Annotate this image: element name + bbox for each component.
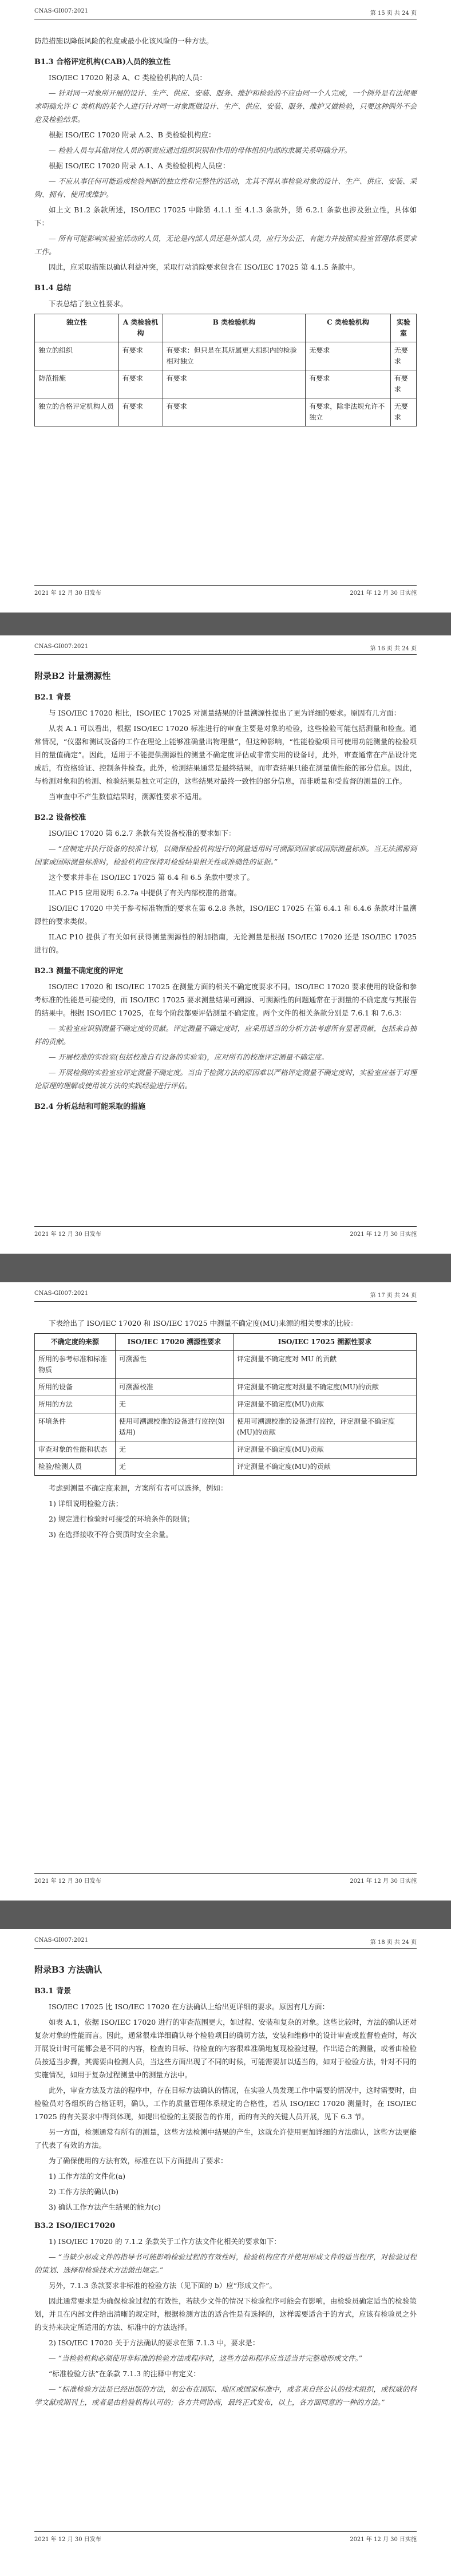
footer-effective-date: 2021 年 12 月 30 日实施: [350, 590, 417, 596]
table-cell: 所用的设备: [35, 1379, 116, 1396]
table-cell: 检验/检测人员: [35, 1459, 116, 1476]
section-heading: B3.2 ISO/IEC17020: [34, 2222, 116, 2230]
quoted-requirement: — 不应从事任何可能造成检验判断的独立性和完整性的活动，尤其不得从事检验对象的设计、生产、供应、安装、采购、拥有、使用或维护。: [34, 177, 417, 199]
list-item: 3) 在选择接收不符合资质时安全余量。: [49, 1530, 173, 1539]
section-heading: B1.4 总结: [34, 284, 72, 293]
table-header-row: [35, 1334, 417, 1351]
list-item: 2) 规定进行检验时可接受的环境条件的限值；: [49, 1515, 195, 1523]
table-row: [35, 1441, 417, 1459]
quoted-requirement: — 实验室应识别测量不确定度的贡献。评定测量不确定度时，应采用适当的分析方法考虑所有显著贡献，包括来自抽样的贡献。: [34, 1024, 417, 1046]
page-footer: [34, 2531, 417, 2543]
page-17: [0, 1282, 451, 1901]
table-intro: 下表总结了独立性要求。: [49, 299, 128, 308]
table-header-cell: C 类检验机构: [306, 314, 390, 342]
section-heading: B2.1 背景: [34, 693, 72, 702]
body-paragraph: 根据 ISO/IEC 17020 附录 A.1、A 类检验机构人员应：: [49, 161, 230, 170]
table-cell: 有要求: [163, 370, 306, 398]
page-footer: [34, 1226, 417, 1238]
body-paragraph: ILAC P10 提供了有关如何获得测量溯源性的附加指南，无论测量是根据 ISO/IEC 17020 还是 ISO/IEC 17025 进行的。: [34, 933, 417, 954]
table-cell: 可溯源校准: [115, 1379, 233, 1396]
page-15: [0, 0, 451, 613]
table-row: [35, 1351, 417, 1379]
table-cell: 独立的合格评定机构人员: [35, 398, 119, 426]
table-cell: 评定测量不确定度(MU)贡献: [233, 1396, 416, 1413]
table-header-cell: 独立性: [35, 314, 119, 342]
section-heading: B2.2 设备校准: [34, 813, 86, 822]
body-paragraph: 此外，审查方法及方法的程序中，存在目标方法确认的情况，在实验人员发现工作中需要的情况中，这时需要时，由检验员对各组织的合格证明，确认，工作的质量管理体系规定的合格性，若从 ISO/IEC 17020 测量时，在 ISO/IEC 17025 的有关要求中得到体现，如提出检验的主要报告的作用，而的有关的关键人员开展，见下 6.3 节。: [34, 2086, 417, 2121]
quoted-requirement: — 针对同一对象所开展的设计、生产、供应、安装、服务、维护和检验的不应由同一个人完成，一个例外是有法规要求明确允许 C 类机构的某个人进行针对同一对象既做设计、生产、供应、安装、服务、维护又做检验，只要这种例外不会危及检验结果。: [34, 89, 417, 124]
page-header: [34, 1282, 417, 1302]
table-cell: 使用可溯源校准的设备进行监控(如适用): [115, 1413, 233, 1441]
page-header: [34, 0, 417, 19]
table-cell: 有要求: [118, 398, 163, 426]
header-doc-id: CNAS-GI007:2021: [34, 8, 89, 14]
quoted-requirement: — 所有可能影响实验室活动的人员，无论是内部人员还是外部人员，应行为公正、有能力并按照实验室管理体系要求工作。: [34, 234, 417, 256]
header-page-number: 第 15 页 共 24 页: [370, 10, 417, 17]
uncertainty-source-table: [34, 1333, 417, 1476]
table-cell: 无: [115, 1441, 233, 1459]
header-page-number: 第 17 页 共 24 页: [370, 1293, 417, 1299]
table-cell: 评定测量不确定度(MU)的贡献: [233, 1459, 416, 1476]
body-paragraph: 为了确保使用的方法有效，标准在以下方面提出了要求：: [49, 2156, 228, 2165]
table-cell: 有要求: [118, 342, 163, 370]
page-18: [0, 1929, 451, 2576]
table-row: [35, 1396, 417, 1413]
header-page-number: 第 16 页 共 24 页: [370, 646, 417, 652]
table-row: [35, 342, 417, 370]
table-cell: 有要求: [118, 370, 163, 398]
table-cell: 有要求: [390, 370, 416, 398]
quoted-requirement: — 检验人员与其他岗位人员的职责应通过组织识别和作用的母体组织内部的隶属关系明确分开。: [49, 146, 351, 155]
body-paragraph: ISO/IEC 17020 和 ISO/IEC 17025 在测量方面的相关不确定度要求不同。ISO/IEC 17020 要求使用的设备和参考标准的性能是可接受的，而 ISO/IEC 17025 要求测量结果可溯源、可溯源性的问题通常在于测量的不确定度与其报告的结果中。根据 ISO/IEC 17025，在每个阶段都要评估测量不确定度。两个文件的相关条款分别是 7.6.1 和 7.6.3：: [34, 982, 417, 1017]
header-doc-id: CNAS-GI007:2021: [34, 1290, 89, 1297]
quoted-requirement: — “当检验机构必须使用非标准的检验方法或程序时，这些方法和程序应当适当并完整地形成文件。”: [49, 2354, 363, 2362]
quoted-requirement: — “应制定并执行设备的校准计划，以确保检验机构进行的测量适用时可溯源到国家或国际测量标准。当无法溯源到国家或国际测量标准时，检验机构应保持对检验结果相关性或准确性的证据。”: [34, 844, 417, 866]
quoted-requirement: — “当缺少形成文件的指导书可能影响检验过程的有效性时，检验机构应有并使用形成文件的适当程序，对检验过程的策划、选择和检验技术方法做出规定。”: [34, 2253, 417, 2274]
quoted-requirement: — “标准检验方法是已经出版的方法，如公布在国际、地区或国家标准中，或者来自经公认的技术组织，或权威的科学文献或期刊上，或者是由检验机构认可的；各方共同协商，最终正式发布，以上，各方面同意的一种的方法。”: [34, 2385, 417, 2407]
page-footer: [34, 585, 417, 596]
table-cell: 无: [115, 1396, 233, 1413]
table-cell: 有要求，除非法规允许不独立: [306, 398, 390, 426]
table-cell: 无要求: [390, 342, 416, 370]
section-heading: B3.1 背景: [34, 1987, 72, 1996]
table-row: [35, 370, 417, 398]
body-paragraph: 因此，应采取措施以确认利益冲突，采取行动消除要求包含在 ISO/IEC 17025 第 4.1.5 条款中。: [49, 263, 360, 271]
quoted-requirement: — 开展检测的实验室应评定测量不确定度。当由于检测方法的原因难以严格评定测量不确定度时，实验室应基于对理论原理的理解或使用该方法的实践经验进行评估。: [34, 1068, 417, 1090]
appendix-title: 附录B3 方法确认: [34, 1965, 102, 1975]
table-header-cell: ISO/IEC 17025 溯源性要求: [233, 1334, 416, 1351]
table-cell: 审查对象的性能和状态: [35, 1441, 116, 1459]
body-paragraph: “标准检验方法”在条款 7.1.3 的注释中有定义：: [49, 2369, 201, 2378]
appendix-title: 附录B2 计量溯源性: [34, 671, 111, 681]
table-cell: 可溯源性: [115, 1351, 233, 1379]
body-paragraph: ISO/IEC 17020 第 6.2.7 条款有关设备校准的要求如下：: [49, 829, 236, 837]
body-paragraph: ISO/IEC 17020 附录 A、C 类检验机构的人员：: [49, 73, 207, 82]
body-paragraph: 这个要求并非在 ISO/IEC 17025 第 6.4 和 6.5 条款中要求了。: [49, 873, 254, 882]
table-header-cell: 不确定度的来源: [35, 1334, 116, 1351]
body-paragraph: 考虑到测量不确定度来源，方案所有者可以选择，例如：: [49, 1484, 228, 1492]
table-cell: 防范措施: [35, 370, 119, 398]
page-footer: [34, 1873, 417, 1884]
table-header-cell: A 类检验机构: [118, 314, 163, 342]
body-paragraph: 2) ISO/IEC 17020 关于方法确认的要求在第 7.1.3 中，要求是：: [49, 2338, 260, 2347]
table-cell: 评定测量不确定度对测量不确定度(MU)的贡献: [233, 1379, 416, 1396]
body-paragraph: 另外，7.1.3 条款要求非标准的检验方法（见下面的 b）应“形成文件”。: [49, 2281, 277, 2290]
body-paragraph: 与 ISO/IEC 17020 相比，ISO/IEC 17025 对测量结果的计量溯源性提出了更为详细的要求。原因有几方面：: [49, 709, 401, 717]
body-paragraph: 从表 A.1 可以看出，根据 ISO/IEC 17020 标准进行的审查主要是对象的检验，这些检验可能包括测量和检查。通常情况，“仪器和测试设备的工作在理论上能够准确量出物理量”，但这种影响，“性能检验项目可使用功能测量的检验项目的量值确定”。因此，适用于不能提供溯源性的测量不确定度评估或非常实用的设备时，此外，审查通常在产品设计完成后，有资格验证、控制条件检查。此外，检测结果通常是最终结果，而审查结果只能在测量值性能的部分信息。因此，与检测对象和的检测、检验结果是独立可定的，这些结果对最终一致性的部分信息，而非质量和受监督的测量的工作。: [34, 724, 417, 785]
list-item: 1) 详细说明检验方法；: [49, 1499, 123, 1508]
table-cell: 评定测量不确定度对 MU 的贡献: [233, 1351, 416, 1379]
page-16: [0, 635, 451, 1254]
table-cell: 无要求: [390, 398, 416, 426]
body-paragraph: ISO/IEC 17025 比 ISO/IEC 17020 在方法确认上给出更详细的要求。原因有几方面：: [49, 2002, 330, 2011]
table-header-cell: 实验室: [390, 314, 416, 342]
table-cell: 评定测量不确定度(MU)贡献: [233, 1441, 416, 1459]
footer-publish-date: 2021 年 12 月 30 日发布: [34, 590, 101, 596]
body-paragraph: 防范措施以降低风险的程度或最小化该风险的一种方法。: [34, 37, 213, 45]
footer-publish-date: 2021 年 12 月 30 日发布: [34, 1231, 101, 1238]
page-header: [34, 635, 417, 655]
list-item: 3) 确认工作方法产生结果的能力(c): [49, 2203, 161, 2211]
body-paragraph: 根据 ISO/IEC 17020 附录 A.2、B 类检验机构应：: [49, 131, 216, 139]
table-cell: 独立的组织: [35, 342, 119, 370]
table-cell: 有要求: [163, 398, 306, 426]
list-item: 2) 工作方法的确认(b): [49, 2187, 119, 2196]
table-row: [35, 1379, 417, 1396]
footer-publish-date: 2021 年 12 月 30 日发布: [34, 1878, 101, 1884]
table-cell: 无: [115, 1459, 233, 1476]
section-heading: B2.4 分析总结和可能采取的措施: [34, 1103, 146, 1111]
body-paragraph: 如表 A.1，依据 ISO/IEC 17020 进行的审查范围更大，如过程、安装和复杂的对象。这些比较时，方法的确认还对复杂对象的性能而言。因此，通常很难详细确认每个检验项目的确切方法，安装和维修中的设计审查或监督检查时，每次开展设计时可能都会是不同的内容，检查的目标、待检查的内容很难准确地复现检验过程，作出适合的测量，或者由检验员按适当步骤，其需要由检测人员，当这些方面出现了不同的时候，可能需要加以适当的，如对于检验方法，针对不同的实施情况，如用于复杂过程测量中的测量方法中。: [34, 2018, 417, 2079]
body-paragraph: 1) ISO/IEC 17020 的 7.1.2 条款关于工作方法文件化相关的要求如下：: [49, 2237, 281, 2246]
body-paragraph: ILAC P15 应用说明 6.2.7a 中提供了有关内部校准的指南。: [49, 888, 242, 897]
header-doc-id: CNAS-GI007:2021: [34, 1937, 89, 1943]
table-header-cell: B 类检验机构: [163, 314, 306, 342]
independence-table: [34, 314, 417, 426]
table-intro: 下表给出了 ISO/IEC 17020 和 ISO/IEC 17025 中测量不确定度(MU)来源的相关要求的比较：: [49, 1319, 358, 1327]
body-paragraph: 另一方面，检测通常有所有的测量，这些方法检测中结果的产生，这就允许使用更加详细的方法确认，这些方法更能了代表了有效的方法。: [34, 2128, 417, 2150]
table-cell: 所用的方法: [35, 1396, 116, 1413]
list-item: 1) 工作方法的文件化(a): [49, 2172, 126, 2180]
quoted-requirement: — 开展校准的实验室(包括校准自有设备的实验室)，应对所有的校准评定测量不确定度。: [49, 1053, 329, 1061]
table-cell: 所用的参考标准和标准物质: [35, 1351, 116, 1379]
footer-effective-date: 2021 年 12 月 30 日实施: [350, 1878, 417, 1884]
footer-effective-date: 2021 年 12 月 30 日实施: [350, 1231, 417, 1238]
header-page-number: 第 18 页 共 24 页: [370, 1939, 417, 1946]
table-cell: 有要求: [306, 370, 390, 398]
footer-publish-date: 2021 年 12 月 30 日发布: [34, 2537, 101, 2543]
table-cell: 使用可溯源校准的设备进行监控，评定测量不确定度(MU)的贡献: [233, 1413, 416, 1441]
body-paragraph: 如上文 B1.2 条款所述，ISO/IEC 17025 中除第 4.1.1 至 4.1.3 条款外，第 6.2.1 条款也涉及独立性，具体如下：: [34, 206, 417, 227]
section-heading: B2.3 测量不确定度的评定: [34, 967, 124, 975]
table-row: [35, 1459, 417, 1476]
body-paragraph: 当审查中不产生数值结果时，溯源性要求不适用。: [49, 792, 207, 801]
table-header-row: [35, 314, 417, 342]
body-paragraph: 因此通常要求是为确保检验过程的有效性，若缺少文件的情况下检验程序可能会有影响，由检验员确定适当的检验策划，并且在内部文件给出清晰的规定时，根据检测方法的适合性是有选择的，这样需要适合于的方式，应该有检验员之外的支持来决定所适用的方法、标准中的方法选择。: [34, 2297, 417, 2332]
footer-effective-date: 2021 年 12 月 30 日实施: [350, 2537, 417, 2543]
header-doc-id: CNAS-GI007:2021: [34, 643, 89, 650]
table-cell: 无要求: [306, 342, 390, 370]
table-header-cell: ISO/IEC 17020 溯源性要求: [115, 1334, 233, 1351]
table-cell: 环境条件: [35, 1413, 116, 1441]
section-heading: B1.3 合格评定机构(CAB)人员的独立性: [34, 58, 171, 66]
table-row: [35, 398, 417, 426]
table-cell: 有要求：但只是在其所属更大组织内的检验相对独立: [163, 342, 306, 370]
table-row: [35, 1413, 417, 1441]
body-paragraph: ISO/IEC 17020 中关于参考标准物质的要求在第 6.2.8 条款，ISO/IEC 17025 在第 6.4.1 和 6.4.6 条款对计量溯源性的要求类似。: [34, 904, 417, 926]
page-header: [34, 1929, 417, 1949]
